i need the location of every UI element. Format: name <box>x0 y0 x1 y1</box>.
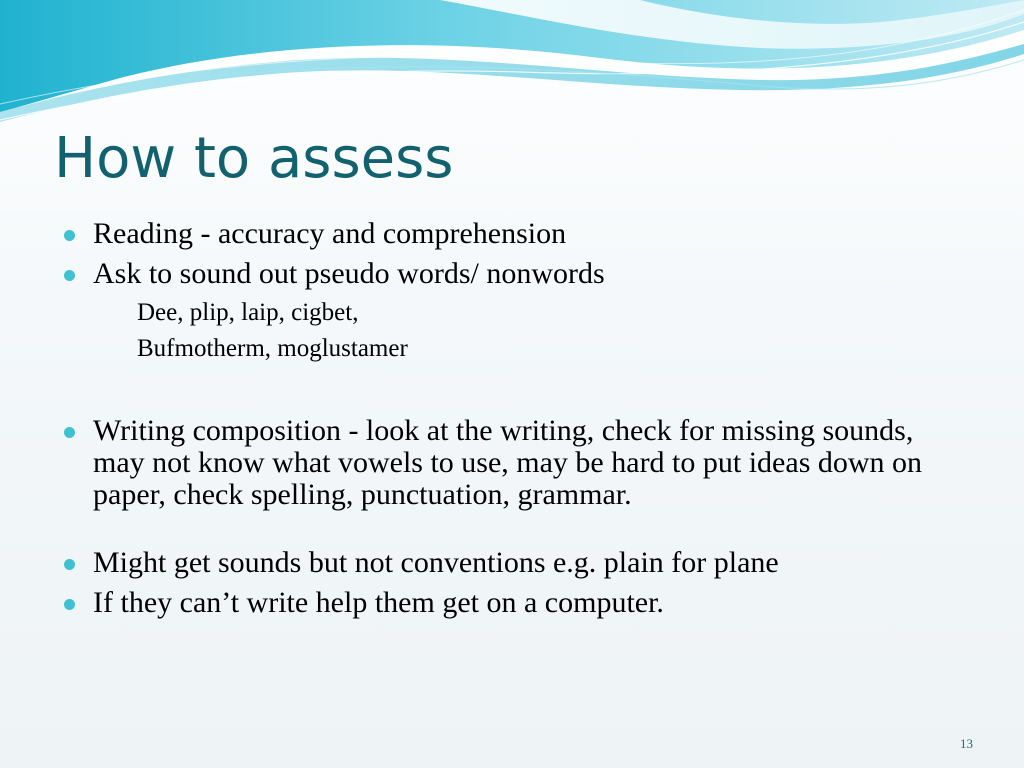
bullet-text: Ask to sound out pseudo words/ nonwords <box>93 257 605 290</box>
sub-item: Bufmotherm, moglustamer <box>137 335 408 362</box>
bullet-item <box>62 258 962 290</box>
bullet-text: Might get sounds but not conventions e.g. plain for plane <box>93 546 779 579</box>
slide-content <box>62 218 962 619</box>
bullet-item <box>62 415 962 511</box>
bullet-item <box>62 587 962 619</box>
bullet-dot-icon <box>64 427 75 438</box>
bullet-dot-icon <box>64 230 75 241</box>
decorative-wave-header <box>0 0 1024 130</box>
page-number: 13 <box>960 736 973 751</box>
bullet-text: Writing composition - look at the writing, check for missing sounds, may not know what vowels to use, may be hard to put ideas down on paper, check spelling, punctuation, grammar. <box>93 414 923 511</box>
bullet-dot-icon <box>64 559 75 570</box>
bullet-text: If they can’t write help them get on a computer. <box>93 586 664 619</box>
sub-item: Dee, plip, laip, cigbet, <box>137 299 359 326</box>
bullet-text: Reading - accuracy and comprehension <box>93 217 567 250</box>
bullet-dot-icon <box>64 270 75 281</box>
bullet-item <box>62 218 962 250</box>
slide-title: How to assess <box>54 126 454 191</box>
bullet-dot-icon <box>64 599 75 610</box>
bullet-item <box>62 547 962 579</box>
